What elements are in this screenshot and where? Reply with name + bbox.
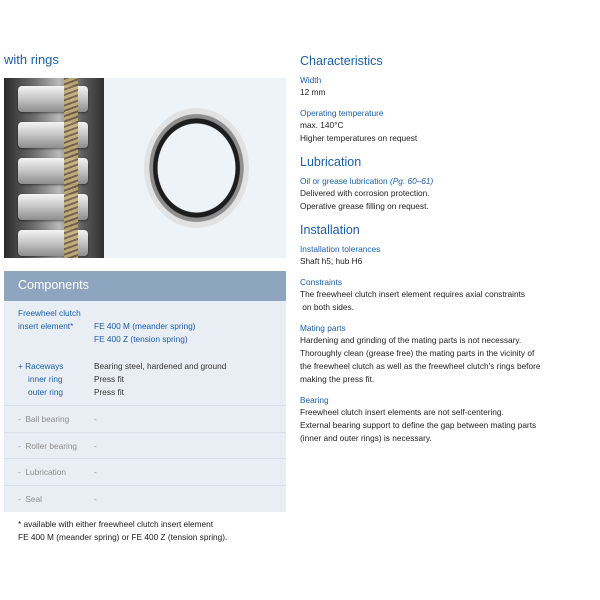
mating-parts-label: Mating parts — [300, 323, 346, 333]
outer-ring-label: outer ring — [28, 387, 64, 397]
footnote-line2: FE 400 M (meander spring) or FE 400 Z (tension spring). — [18, 532, 228, 542]
insert-element-block — [4, 301, 286, 352]
width-label: Width — [300, 75, 322, 85]
components-panel — [4, 271, 286, 512]
inner-ring-value: Press fit — [94, 374, 124, 384]
insert-label-line2: insert element* — [18, 321, 74, 331]
insert-label-line1: Freewheel clutch — [18, 308, 81, 318]
section-heading: with rings — [4, 52, 59, 67]
product-photo — [4, 78, 286, 258]
constraints-line1: The freewheel clutch insert element requires axial constraints — [300, 289, 526, 299]
row-seal: - Seal - — [18, 493, 97, 504]
lubrication-line2: Operative grease filling on request. — [300, 201, 429, 211]
bearing-label: Bearing — [300, 395, 329, 405]
insert-value-line1: FE 400 M (meander spring) — [94, 321, 196, 331]
row-roller-bearing: - Roller bearing - — [4, 433, 286, 460]
lubrication-sublabel: Oil or grease lubrication (Pg. 60–61) — [300, 176, 434, 186]
lubrication-line1: Delivered with corrosion protection. — [300, 188, 430, 198]
width-value: 12 mm — [300, 87, 326, 97]
raceways-label: Raceways — [25, 361, 64, 371]
constraints-line2: on both sides. — [300, 302, 354, 312]
specs-column — [300, 54, 590, 445]
clutch-closeup-image — [4, 78, 104, 258]
page-reference-link[interactable]: (Pg. 60–61) — [389, 176, 434, 186]
raceways-block — [4, 352, 286, 405]
outer-ring-value: Press fit — [94, 387, 124, 397]
temperature-value: max. 140°C — [300, 120, 344, 130]
mating-line2: Thoroughly clean (grease free) the mating parts in the vicinity of — [300, 348, 535, 358]
raceways-plus-icon: + — [18, 361, 23, 371]
tolerances-label: Installation tolerances — [300, 244, 381, 254]
bearing-line2: External bearing support to define the gap between mating parts — [300, 420, 537, 430]
temperature-label: Operating temperature — [300, 108, 384, 118]
footnote — [18, 518, 288, 544]
row-ball-bearing: - Ball bearing - — [4, 406, 286, 433]
bearing-line1: Freewheel clutch insert elements are not self-centering. — [300, 407, 504, 417]
inner-ring-label: inner ring — [28, 374, 63, 384]
mating-line4: making the press fit. — [300, 374, 375, 384]
row-lubrication: - Lubrication - — [4, 459, 286, 486]
mating-line1: Hardening and grinding of the mating parts is not necessary. — [300, 335, 522, 345]
raceways-value: Bearing steel, hardened and ground — [94, 361, 227, 371]
insert-value-line2: FE 400 Z (tension spring) — [94, 334, 188, 344]
lubrication-title: Lubrication — [300, 155, 362, 169]
temperature-note: Higher temperatures on request — [300, 133, 418, 143]
tolerances-value: Shaft h5; hub H6 — [300, 256, 363, 266]
footnote-line1: * available with either freewheel clutch insert element — [18, 519, 214, 529]
bearing-ring-image — [144, 108, 249, 228]
components-header: Components — [4, 271, 286, 301]
constraints-label: Constraints — [300, 277, 342, 287]
mating-line3: the freewheel clutch as well as the freewheel clutch's rings before — [300, 361, 541, 371]
installation-title: Installation — [300, 223, 360, 237]
characteristics-title: Characteristics — [300, 54, 383, 68]
bearing-line3: (inner and outer rings) is necessary. — [300, 433, 432, 443]
